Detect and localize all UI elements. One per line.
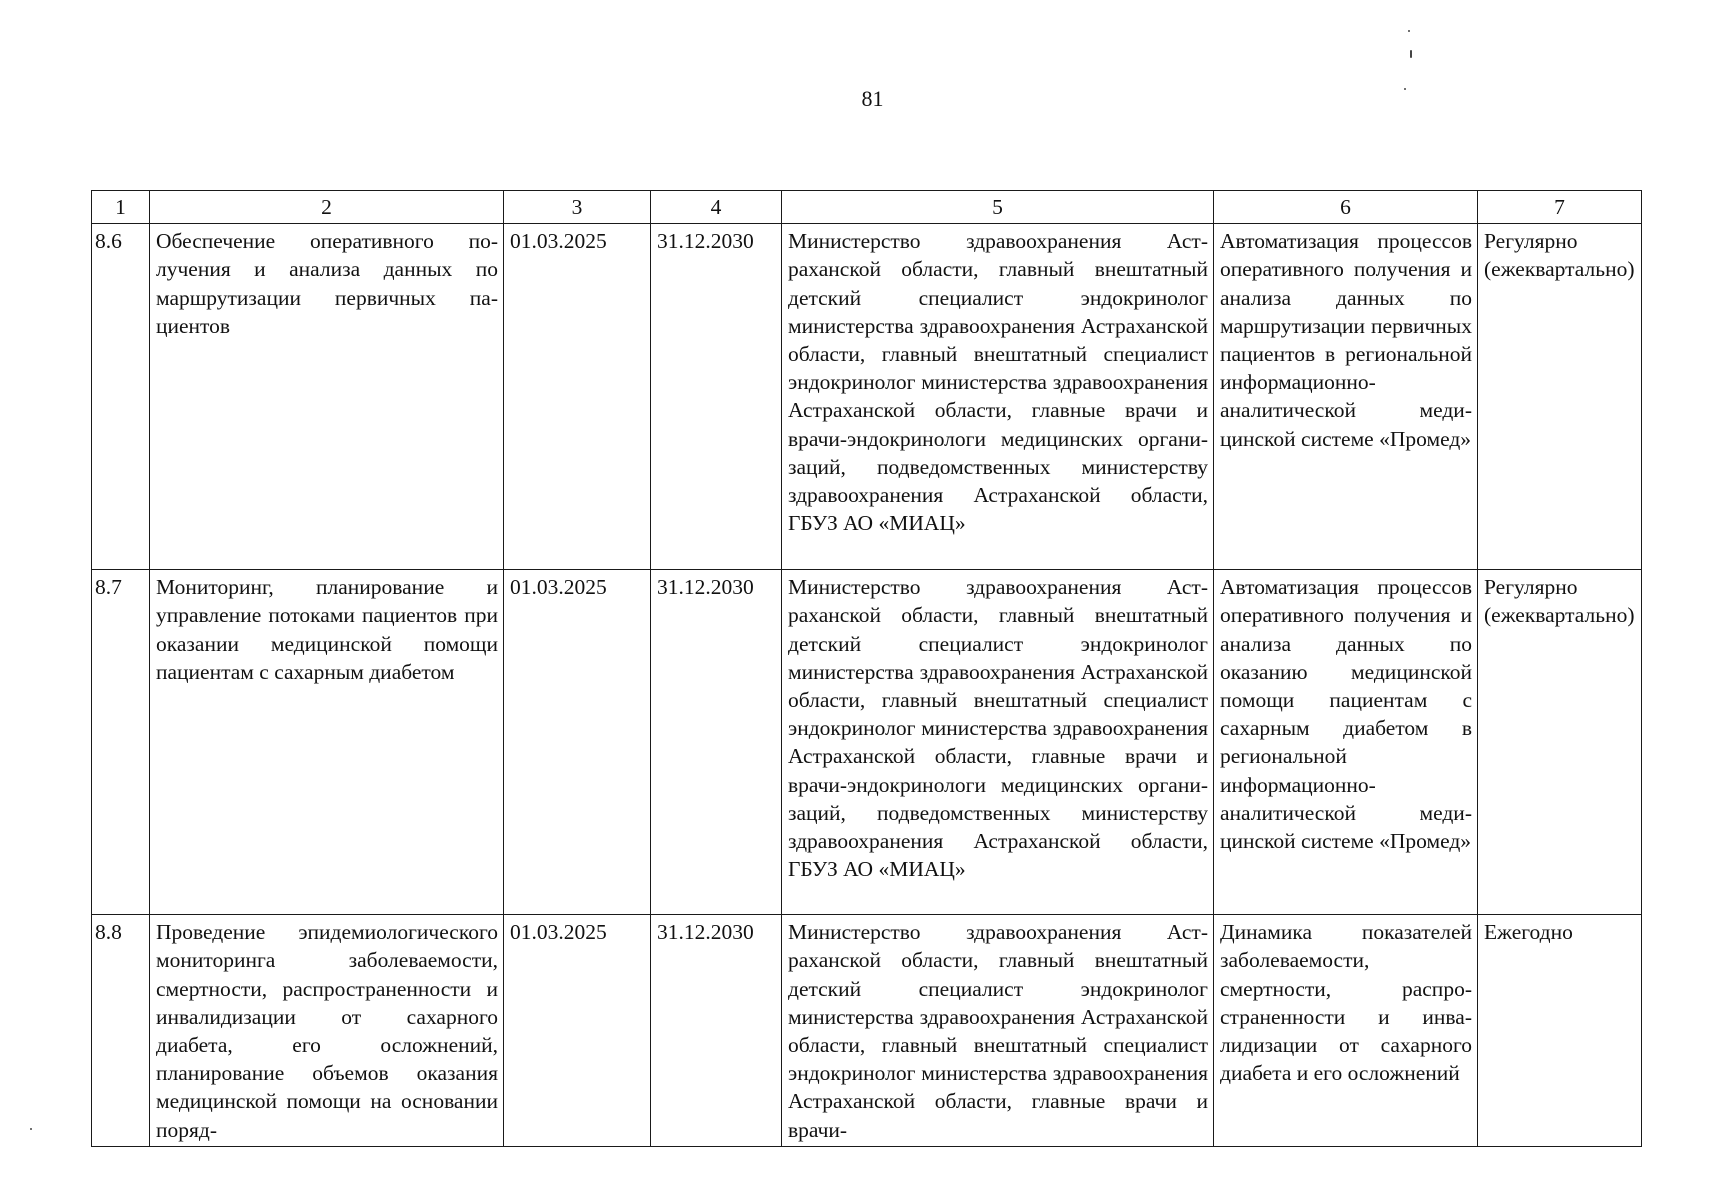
result-cell: Динамика показателей заболеваемости, смертности, распространенности и инвалидизации от сахарного диабета и его осложнений [1214,915,1478,1147]
scan-speck [1408,30,1410,32]
start-date-cell: 01.03.2025 [504,570,651,915]
table-row [92,224,1642,570]
scan-speck [30,1128,32,1130]
column-header: 2 [150,191,504,224]
activity-cell: Обеспечение оперативного получения и анализа данных по маршрутизации первичных пациентов [150,224,504,570]
frequency-cell: Ежегодно [1478,915,1642,1147]
activity-cell: Проведение эпидемиологического мониторинга заболеваемости, смертности, распространенности и инвалидизации от сахарного диабета, его осложнений, планирование объемов оказания медицинской помощи на основании поряд- [150,915,504,1147]
column-header: 6 [1214,191,1478,224]
result-cell: Автоматизация процессов оперативного получения и анализа данных по оказанию медицинской помощи пациентам с сахарным диабетом в региональной информационно-аналитической медицинской системе «Промед» [1214,570,1478,915]
frequency-cell: Регулярно (ежеквартально) [1478,224,1642,570]
table-row [92,570,1642,915]
scan-speck [1404,88,1406,90]
end-date-cell: 31.12.2030 [651,224,782,570]
table-header-row [92,191,1642,224]
activity-cell: Мониторинг, планирование и управление потоками пациентов при оказании медицинской помощи пациентам с сахарным диабетом [150,570,504,915]
row-number: 8.7 [92,570,150,915]
column-header: 4 [651,191,782,224]
end-date-cell: 31.12.2030 [651,570,782,915]
scan-speck [1410,50,1412,58]
page-number: 81 [861,86,884,111]
column-header: 7 [1478,191,1642,224]
column-header: 3 [504,191,651,224]
responsible-cell: Министерство здравоохранения Астраханской области, главный внештатный детский специалист эндокринолог министерства здравоохранения Астраханской области, главный внештатный специалист эндокринолог министерства здравоохранения Астраханской области, главные врачи и врачи-эндокринологи медицинских организаций, подведомственных министерству здравоохранения Астраханской области, ГБУЗ АО «МИАЦ» [782,224,1214,570]
frequency-cell: Регулярно (ежеквартально) [1478,570,1642,915]
result-cell: Автоматизация процессов оперативного получения и анализа данных по маршрутизации первичных пациентов в региональной информационно-аналитической медицинской системе «Промед» [1214,224,1478,570]
end-date-cell: 31.12.2030 [651,915,782,1147]
column-header: 5 [782,191,1214,224]
start-date-cell: 01.03.2025 [504,915,651,1147]
column-header: 1 [92,191,150,224]
responsible-cell: Министерство здравоохранения Астраханской области, главный внештатный детский специалист эндокринолог министерства здравоохранения Астраханской области, главный внештатный специалист эндокринолог министерства здравоохранения Астраханской области, главные врачи и врачи-эндокринологи медицинских организаций, подведомственных министерству здравоохранения Астраханской области, ГБУЗ АО «МИАЦ» [782,570,1214,915]
responsible-cell: Министерство здравоохранения Астраханской области, главный внештатный детский специалист эндокринолог министерства здравоохранения Астраханской области, главный внештатный специалист эндокринолог министерства здравоохранения Астраханской области, главные врачи и врачи- [782,915,1214,1147]
table-row [92,915,1642,1147]
row-number: 8.8 [92,915,150,1147]
start-date-cell: 01.03.2025 [504,224,651,570]
row-number: 8.6 [92,224,150,570]
activities-table [91,190,1642,1147]
